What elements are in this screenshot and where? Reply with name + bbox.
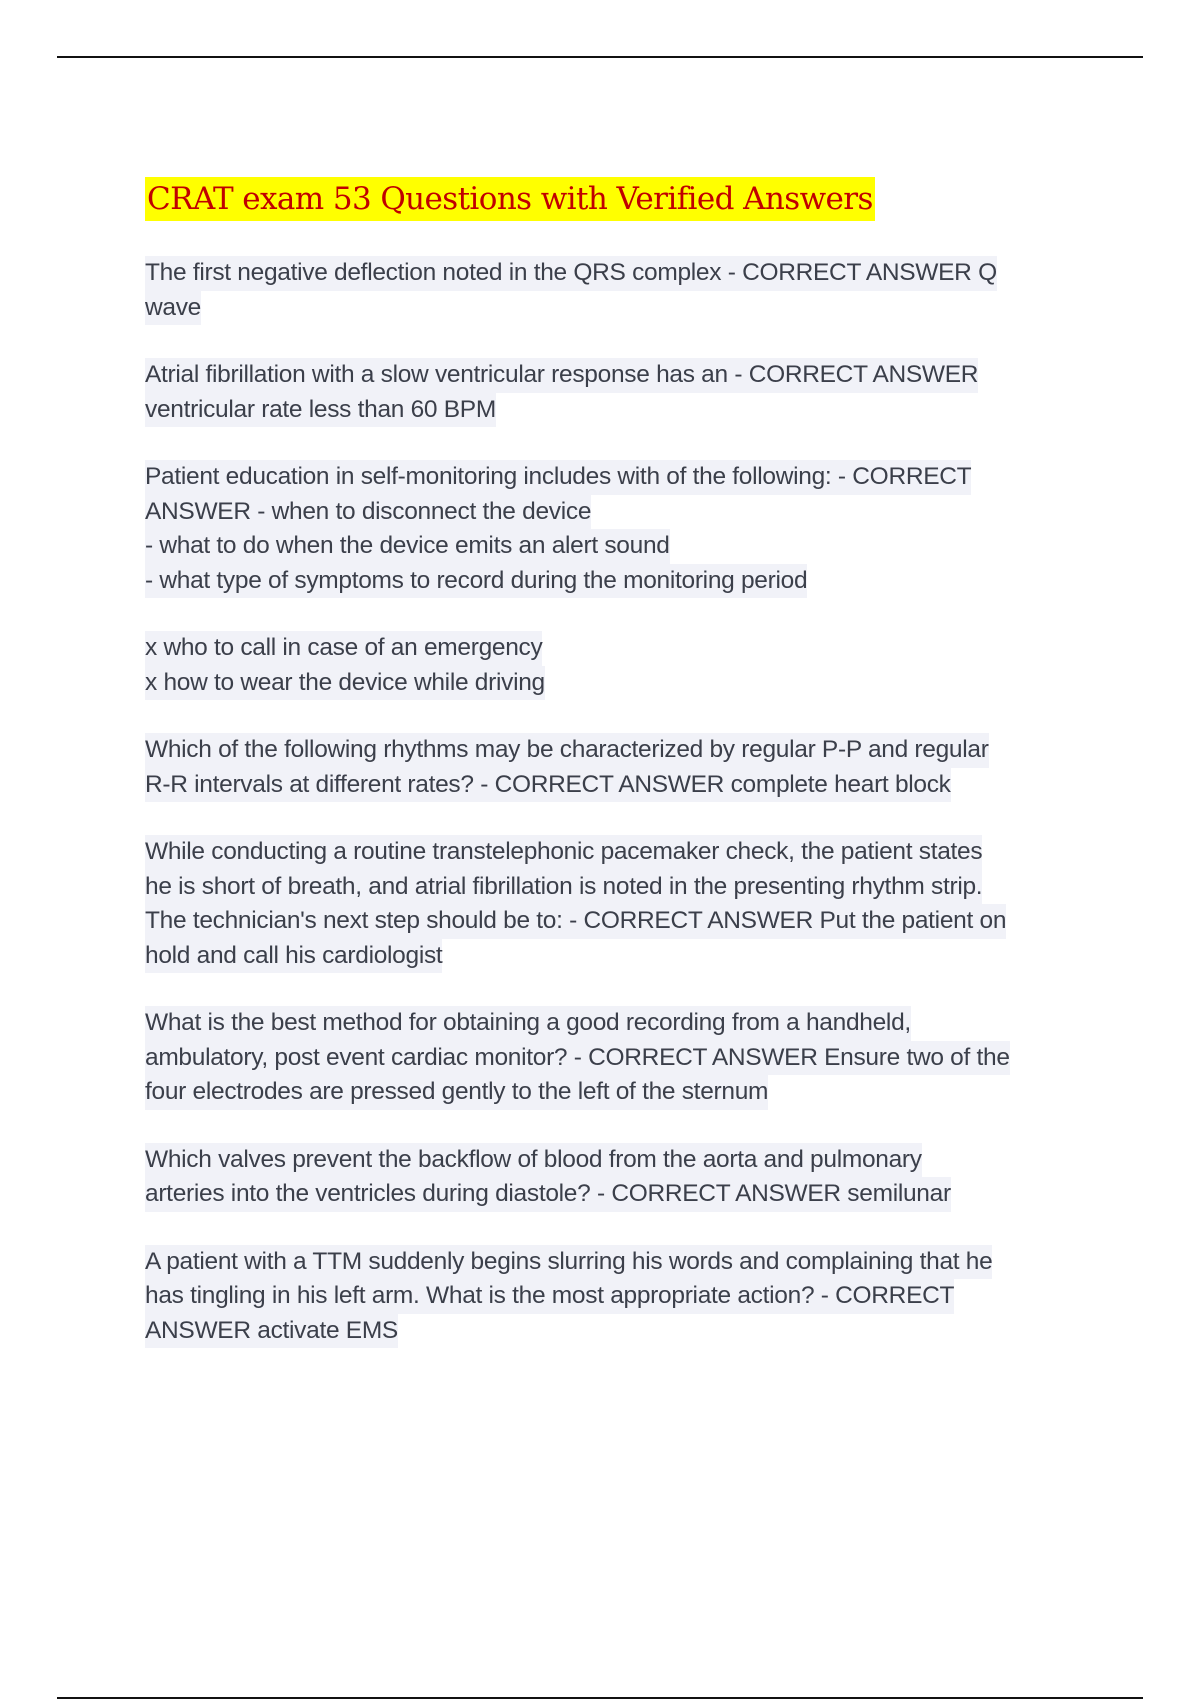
- qa-line: Patient education in self-monitoring includes with of the following: - CORRECT: [145, 460, 971, 495]
- qa-item: [145, 1006, 1105, 1110]
- qa-line-wrap: [145, 256, 1105, 291]
- qa-line: wave: [145, 291, 201, 326]
- qa-line-wrap: [145, 460, 1105, 495]
- qa-line: x how to wear the device while driving: [145, 666, 545, 701]
- qa-line: arteries into the ventricles during diastole? - CORRECT ANSWER semilunar: [145, 1177, 951, 1212]
- qa-line-wrap: [145, 1245, 1105, 1280]
- qa-line-wrap: [145, 1006, 1105, 1041]
- qa-list: [145, 256, 1105, 1381]
- qa-line-wrap: [145, 529, 1105, 564]
- qa-line: The first negative deflection noted in the QRS complex - CORRECT ANSWER Q: [145, 256, 997, 291]
- qa-line-wrap: [145, 768, 1105, 803]
- qa-line: ANSWER - when to disconnect the device: [145, 495, 591, 530]
- qa-line-wrap: [145, 1143, 1105, 1178]
- qa-line: he is short of breath, and atrial fibrillation is noted in the presenting rhythm strip.: [145, 870, 982, 905]
- qa-item: [145, 631, 1105, 700]
- qa-line: Which of the following rhythms may be characterized by regular P-P and regular: [145, 733, 989, 768]
- qa-line: While conducting a routine transtelephonic pacemaker check, the patient states: [145, 835, 982, 870]
- qa-line: four electrodes are pressed gently to the left of the sternum: [145, 1075, 768, 1110]
- qa-line-wrap: [145, 835, 1105, 870]
- qa-line: A patient with a TTM suddenly begins slurring his words and complaining that he: [145, 1245, 992, 1280]
- qa-line-wrap: [145, 358, 1105, 393]
- qa-line-wrap: [145, 1041, 1105, 1076]
- qa-line: - what to do when the device emits an alert sound: [145, 529, 670, 564]
- qa-line: x who to call in case of an emergency: [145, 631, 542, 666]
- footer-rule: [57, 1697, 1143, 1699]
- qa-line: Atrial fibrillation with a slow ventricular response has an - CORRECT ANSWER: [145, 358, 978, 393]
- qa-line: What is the best method for obtaining a good recording from a handheld,: [145, 1006, 911, 1041]
- qa-item: [145, 835, 1105, 973]
- qa-line-wrap: [145, 1279, 1105, 1314]
- qa-line: R-R intervals at different rates? - CORRECT ANSWER complete heart block: [145, 768, 951, 803]
- qa-line-wrap: [145, 1075, 1105, 1110]
- qa-line-wrap: [145, 904, 1105, 939]
- qa-line: hold and call his cardiologist: [145, 939, 442, 974]
- qa-line-wrap: [145, 1177, 1105, 1212]
- qa-item: [145, 256, 1105, 325]
- qa-line-wrap: [145, 291, 1105, 326]
- header-rule: [57, 56, 1143, 58]
- qa-item: [145, 733, 1105, 802]
- qa-line: - what type of symptoms to record during the monitoring period: [145, 564, 807, 599]
- qa-line-wrap: [145, 564, 1105, 599]
- qa-line-wrap: [145, 393, 1105, 428]
- qa-line-wrap: [145, 870, 1105, 905]
- qa-line: The technician's next step should be to: - CORRECT ANSWER Put the patient on: [145, 904, 1006, 939]
- qa-item: [145, 1245, 1105, 1349]
- qa-line-wrap: [145, 733, 1105, 768]
- document-title: CRAT exam 53 Questions with Verified Answers: [145, 177, 875, 221]
- qa-line-wrap: [145, 666, 1105, 701]
- qa-item: [145, 1143, 1105, 1212]
- qa-item: [145, 358, 1105, 427]
- qa-line-wrap: [145, 939, 1105, 974]
- qa-line-wrap: [145, 1314, 1105, 1349]
- qa-line: ANSWER activate EMS: [145, 1314, 398, 1349]
- qa-line-wrap: [145, 631, 1105, 666]
- qa-line: Which valves prevent the backflow of blood from the aorta and pulmonary: [145, 1143, 922, 1178]
- qa-line: ambulatory, post event cardiac monitor? - CORRECT ANSWER Ensure two of the: [145, 1041, 1010, 1076]
- qa-item: [145, 460, 1105, 598]
- qa-line: ventricular rate less than 60 BPM: [145, 393, 496, 428]
- qa-line: has tingling in his left arm. What is the most appropriate action? - CORRECT: [145, 1279, 954, 1314]
- qa-line-wrap: [145, 495, 1105, 530]
